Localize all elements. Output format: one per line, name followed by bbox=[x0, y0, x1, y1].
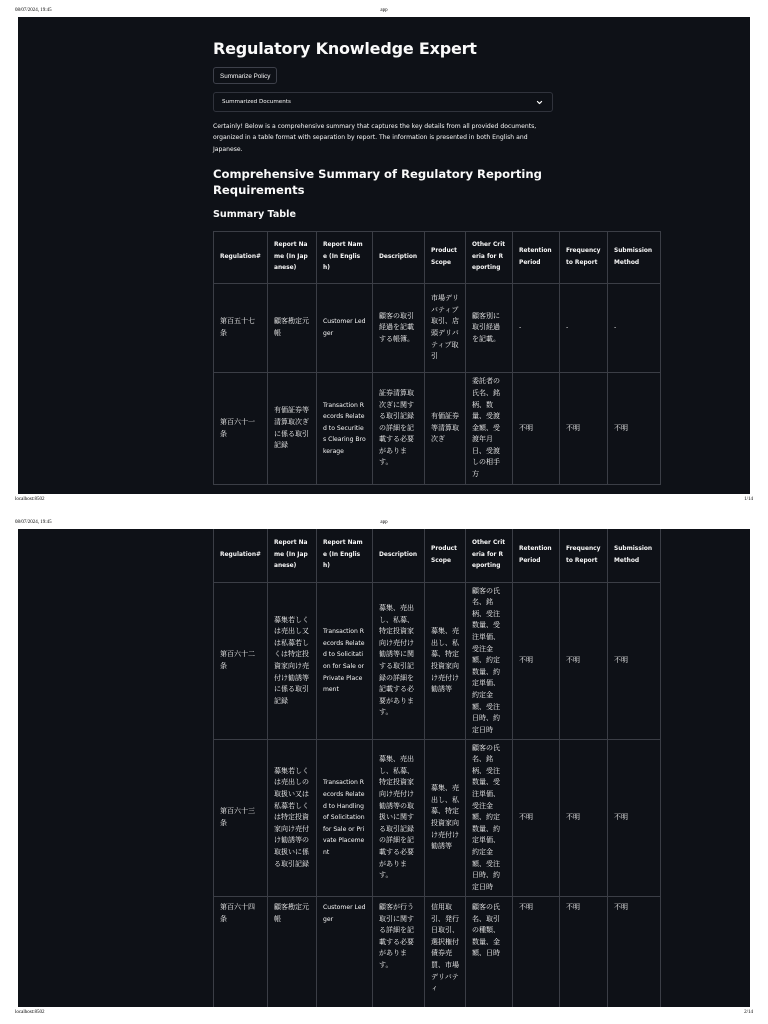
cell-product-scope: 市場デリバティブ取引、店頭デリバティブ取引 bbox=[425, 284, 466, 373]
cell-description: 募集、売出し、私募、特定投資家向け売付け勧誘等に関する取引記録の詳細を記載する必要があります。 bbox=[373, 583, 425, 740]
cell-retention-period: 不明 bbox=[513, 740, 560, 897]
col-header-product-scope: Product Scope bbox=[425, 232, 466, 284]
col-header-frequency: Frequency to Report bbox=[560, 529, 608, 583]
print-datetime: 08/07/2024, 19:45 bbox=[15, 8, 52, 13]
print-url: localhost:8502 bbox=[15, 1010, 45, 1015]
app-title: Regulatory Knowledge Expert bbox=[213, 39, 477, 58]
table-header-row bbox=[214, 232, 661, 284]
col-header-product-scope: Product Scope bbox=[425, 529, 466, 583]
cell-retention-period: - bbox=[513, 284, 560, 373]
cell-report-name-en: Transaction Records Related to Securities Clearing Brokerage bbox=[317, 373, 373, 485]
col-header-report-name-en: Report Name (In English) bbox=[317, 232, 373, 284]
table-row bbox=[214, 284, 661, 373]
cell-product-scope: 募集、売出し、私募、特定投資家向け売付け勧誘等 bbox=[425, 583, 466, 740]
cell-report-name-jp: 有価証券等清算取次ぎに係る取引記録 bbox=[268, 373, 317, 485]
cell-regulation: 第百六十四条 bbox=[214, 897, 268, 1008]
cell-report-name-jp: 顧客勘定元帳 bbox=[268, 284, 317, 373]
table-row bbox=[214, 740, 661, 897]
cell-other-criteria: 顧客の氏名、銘柄、受注数量、受注単価、受注金額、約定数量、約定単価、約定金額、受注日時、約定日時 bbox=[466, 740, 513, 897]
print-title: app bbox=[380, 8, 388, 13]
print-datetime: 08/07/2024, 19:45 bbox=[15, 520, 52, 525]
cell-frequency: 不明 bbox=[560, 583, 608, 740]
col-header-report-name-en: Report Name (In English) bbox=[317, 529, 373, 583]
table-row bbox=[214, 373, 661, 485]
col-header-regulation: Regulation# bbox=[214, 232, 268, 284]
print-footer-page-1 bbox=[0, 494, 768, 508]
col-header-description: Description bbox=[373, 529, 425, 583]
cell-report-name-en: Customer Ledger bbox=[317, 897, 373, 1008]
intro-paragraph: Certainly! Below is a comprehensive summary that captures the key details from all provided documents, organized in a table format with separation by report. The information is presented in both English and Japanese. bbox=[213, 123, 537, 153]
table-header-row bbox=[214, 529, 661, 583]
col-header-report-name-jp: Report Name (In Japanese) bbox=[268, 529, 317, 583]
summarize-policy-button[interactable]: Summarize Policy bbox=[213, 67, 277, 84]
cell-retention-period: 不明 bbox=[513, 583, 560, 740]
cell-report-name-jp: 顧客勘定元帳 bbox=[268, 897, 317, 1008]
cell-other-criteria: 顧客の氏名、銘柄、受注数量、受注単価、受注金額、約定数量、約定単価、約定金額、受注日時、約定日時 bbox=[466, 583, 513, 740]
cell-product-scope: 信用取引、発行日取引、選択権付債券売買、市場デリバティ bbox=[425, 897, 466, 1008]
cell-retention-period: 不明 bbox=[513, 373, 560, 485]
cell-regulation: 第百五十七条 bbox=[214, 284, 268, 373]
print-header-page-1 bbox=[0, 0, 768, 14]
page-number: 2/14 bbox=[744, 1010, 753, 1015]
col-header-other-criteria: Other Criteria for Reporting bbox=[466, 529, 513, 583]
summary-table-heading: Summary Table bbox=[213, 209, 296, 220]
summary-heading: Comprehensive Summary of Regulatory Reporting Requirements bbox=[213, 167, 542, 197]
summarized-documents-expander[interactable] bbox=[213, 92, 553, 112]
print-footer-page-2 bbox=[0, 1007, 768, 1021]
cell-submission-method: 不明 bbox=[608, 740, 661, 897]
cell-regulation: 第百六十三条 bbox=[214, 740, 268, 897]
summary-table bbox=[213, 231, 661, 485]
main-content bbox=[213, 17, 657, 494]
cell-report-name-en: Transaction Records Related to Solicitation for Sale or Private Placement bbox=[317, 583, 373, 740]
summary-table-continued bbox=[213, 529, 661, 1007]
col-header-submission-method: Submission Method bbox=[608, 529, 661, 583]
expander-label: Summarized Documents bbox=[222, 99, 291, 105]
cell-other-criteria: 委託者の氏名、銘柄、数量、受渡金額、受渡年月日、受渡しの相手方 bbox=[466, 373, 513, 485]
chevron-down-icon bbox=[536, 99, 543, 106]
cell-description: 顧客の取引経過を記載する帳簿。 bbox=[373, 284, 425, 373]
cell-frequency: 不明 bbox=[560, 373, 608, 485]
cell-description: 顧客が行う取引に関する詳細を記載する必要があります。 bbox=[373, 897, 425, 1008]
main-content-continued bbox=[213, 529, 657, 1007]
cell-description: 募集、売出し、私募、特定投資家向け売付け勧誘等の取扱いに関する取引記録の詳細を記載する必要があります。 bbox=[373, 740, 425, 897]
col-header-frequency: Frequency to Report bbox=[560, 232, 608, 284]
cell-regulation: 第百六十一条 bbox=[214, 373, 268, 485]
col-header-regulation: Regulation# bbox=[214, 529, 268, 583]
col-header-retention-period: Retention Period bbox=[513, 232, 560, 284]
print-header-page-2 bbox=[0, 512, 768, 526]
app-viewport-page-1 bbox=[18, 17, 750, 494]
print-url: localhost:8502 bbox=[15, 497, 45, 502]
cell-submission-method: 不明 bbox=[608, 897, 661, 1008]
col-header-submission-method: Submission Method bbox=[608, 232, 661, 284]
cell-product-scope: 募集、売出し、私募、特定投資家向け売付け勧誘等 bbox=[425, 740, 466, 897]
col-header-retention-period: Retention Period bbox=[513, 529, 560, 583]
cell-frequency: - bbox=[560, 284, 608, 373]
cell-report-name-en: Customer Ledger bbox=[317, 284, 373, 373]
cell-frequency: 不明 bbox=[560, 897, 608, 1008]
col-header-description: Description bbox=[373, 232, 425, 284]
cell-product-scope: 有価証券等清算取次ぎ bbox=[425, 373, 466, 485]
cell-description: 証券清算取次ぎに関する取引記録の詳細を記載する必要があります。 bbox=[373, 373, 425, 485]
cell-report-name-jp: 募集若しくは売出し又は私募若しくは特定投資家向け売付け勧誘等に係る取引記録 bbox=[268, 583, 317, 740]
cell-retention-period: 不明 bbox=[513, 897, 560, 1008]
cell-frequency: 不明 bbox=[560, 740, 608, 897]
col-header-report-name-jp: Report Name (In Japanese) bbox=[268, 232, 317, 284]
cell-report-name-jp: 募集若しくは売出しの取扱い又は私募若しくは特定投資家向け売付け勧誘等の取扱いに係る取引記録 bbox=[268, 740, 317, 897]
cell-report-name-en: Transaction Records Related to Handling of Solicitation for Sale or Private Placement bbox=[317, 740, 373, 897]
print-title: app bbox=[380, 520, 388, 525]
col-header-other-criteria: Other Criteria for Reporting bbox=[466, 232, 513, 284]
table-row bbox=[214, 583, 661, 740]
page-number: 1/14 bbox=[744, 497, 753, 502]
cell-submission-method: 不明 bbox=[608, 583, 661, 740]
table-row bbox=[214, 897, 661, 1008]
cell-submission-method: 不明 bbox=[608, 373, 661, 485]
cell-other-criteria: 顧客別に取引経過を記載。 bbox=[466, 284, 513, 373]
cell-submission-method: - bbox=[608, 284, 661, 373]
cell-regulation: 第百六十二条 bbox=[214, 583, 268, 740]
app-viewport-page-2 bbox=[18, 529, 750, 1007]
cell-other-criteria: 顧客の氏名、取引の種類、数量、金額、日時 bbox=[466, 897, 513, 1008]
